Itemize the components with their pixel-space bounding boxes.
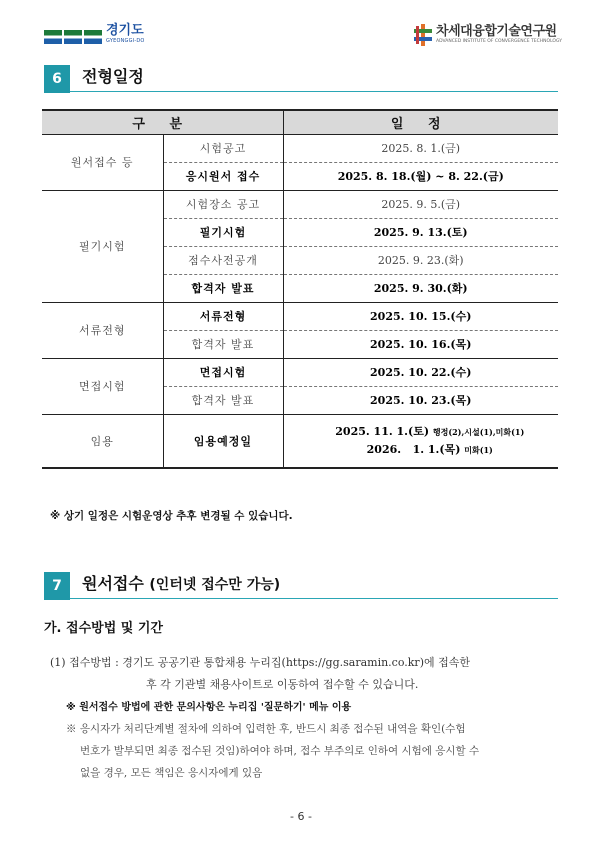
table-row: [42, 414, 558, 468]
item-label: 응시원서 접수: [163, 162, 283, 190]
date-value: [283, 414, 558, 468]
note-line: ※ 응시자가 처리단계별 절차에 의하여 입력한 후, 반드시 최종 접수된 내역을 확인(수험: [66, 723, 466, 735]
schedule-change-note: ※ 상기 일정은 시험운영상 추후 변경될 수 있습니다.: [50, 510, 293, 522]
table-row: [42, 302, 558, 330]
date-value: 2025. 9. 13.(토): [283, 218, 558, 246]
date-value: 2025. 8. 18.(월) ~ 8. 22.(금): [283, 162, 558, 190]
item-label: 면접시험: [163, 358, 283, 386]
gyeonggi-logo: [44, 24, 145, 54]
date-value: 2025. 10. 23.(목): [283, 386, 558, 414]
subsection-heading: 가. 접수방법 및 기간: [44, 621, 163, 636]
inquiry-note: ※ 원서접수 방법에 관한 문의사항은 누리집 '질문하기' 메뉴 이용: [66, 702, 352, 713]
date-value: 2025. 10. 15.(수): [283, 302, 558, 330]
institute-logo-subtext: ADVANCED INSTITUTE OF CONVERGENCE TECHNOLOGY: [436, 39, 562, 45]
section-title-main: 원서접수: [82, 574, 144, 593]
note-line: 없을 경우, 모든 책임은 응시자에게 있음: [80, 767, 263, 779]
schedule-table: [42, 109, 558, 469]
date-value: 2025. 9. 30.(화): [283, 274, 558, 302]
section-6-heading: [44, 62, 558, 92]
item-label: 필기시험: [163, 218, 283, 246]
table-header-row: [42, 110, 558, 134]
item-label: 서류전형: [163, 302, 283, 330]
institute-logo-mark: [414, 24, 432, 46]
institute-logo-text: 차세대융합기술연구원: [436, 24, 557, 40]
applicant-responsibility-note: [66, 718, 560, 784]
item-label: 시험장소 공고: [163, 190, 283, 218]
section-7-heading: [44, 569, 558, 599]
date-value: 2025. 8. 1.(금): [283, 134, 558, 162]
item-label: 합격자 발표: [163, 330, 283, 358]
section-title-sub: (인터넷 접수만 가능): [149, 577, 281, 593]
item-label: 임용예정일: [163, 414, 283, 468]
date-value: 2025. 10. 22.(수): [283, 358, 558, 386]
date-value: 2025. 10. 16.(목): [283, 330, 558, 358]
group-label: 원서접수 등: [42, 134, 163, 190]
section-title: 전형일정: [82, 67, 144, 86]
item-label: 점수사전공개: [163, 246, 283, 274]
paragraph-line: (1) 접수방법 : 경기도 공공기관 통합채용 누리집(https://gg.saramin.co.kr)에 접속한: [50, 656, 470, 669]
gyeonggi-logo-subtext: GYEONGGI-DO: [106, 38, 145, 44]
date-line-1-note: 행정(2),시설(1),미화(1): [432, 426, 525, 437]
gyeonggi-logo-text: 경기도: [106, 23, 144, 38]
table-row: [42, 358, 558, 386]
table-row: [42, 190, 558, 218]
gyeonggi-logo-mark: [44, 30, 102, 44]
group-label: 서류전형: [42, 302, 163, 358]
page-number: - 6 -: [290, 810, 312, 823]
section-title: [82, 571, 280, 594]
date-line-1: 2025. 11. 1.(토): [335, 424, 430, 438]
group-label: 면접시험: [42, 358, 163, 414]
group-label: 임용: [42, 414, 163, 468]
group-label: 필기시험: [42, 190, 163, 302]
institute-logo: [414, 24, 562, 46]
date-line-2: 2026. 1. 1.(목): [366, 442, 461, 456]
date-value: 2025. 9. 5.(금): [283, 190, 558, 218]
header-schedule: 일 정: [283, 110, 558, 134]
item-label: 합격자 발표: [163, 386, 283, 414]
header-category: 구 분: [42, 110, 283, 134]
date-line-2-note: 미화(1): [464, 444, 493, 455]
item-label: 시험공고: [163, 134, 283, 162]
date-value: 2025. 9. 23.(화): [283, 246, 558, 274]
section-number: 6: [44, 65, 70, 93]
section-number: 7: [44, 572, 70, 600]
item-label: 합격자 발표: [163, 274, 283, 302]
note-line: 번호가 발부되면 최종 접수된 것임)하여야 하며, 접수 부주의로 인하여 시험에 응시할 수: [80, 745, 480, 757]
paragraph-line: 후 각 기관별 채용사이트로 이동하여 접수할 수 있습니다.: [146, 678, 419, 691]
table-row: [42, 134, 558, 162]
application-method-paragraph: [50, 652, 562, 696]
